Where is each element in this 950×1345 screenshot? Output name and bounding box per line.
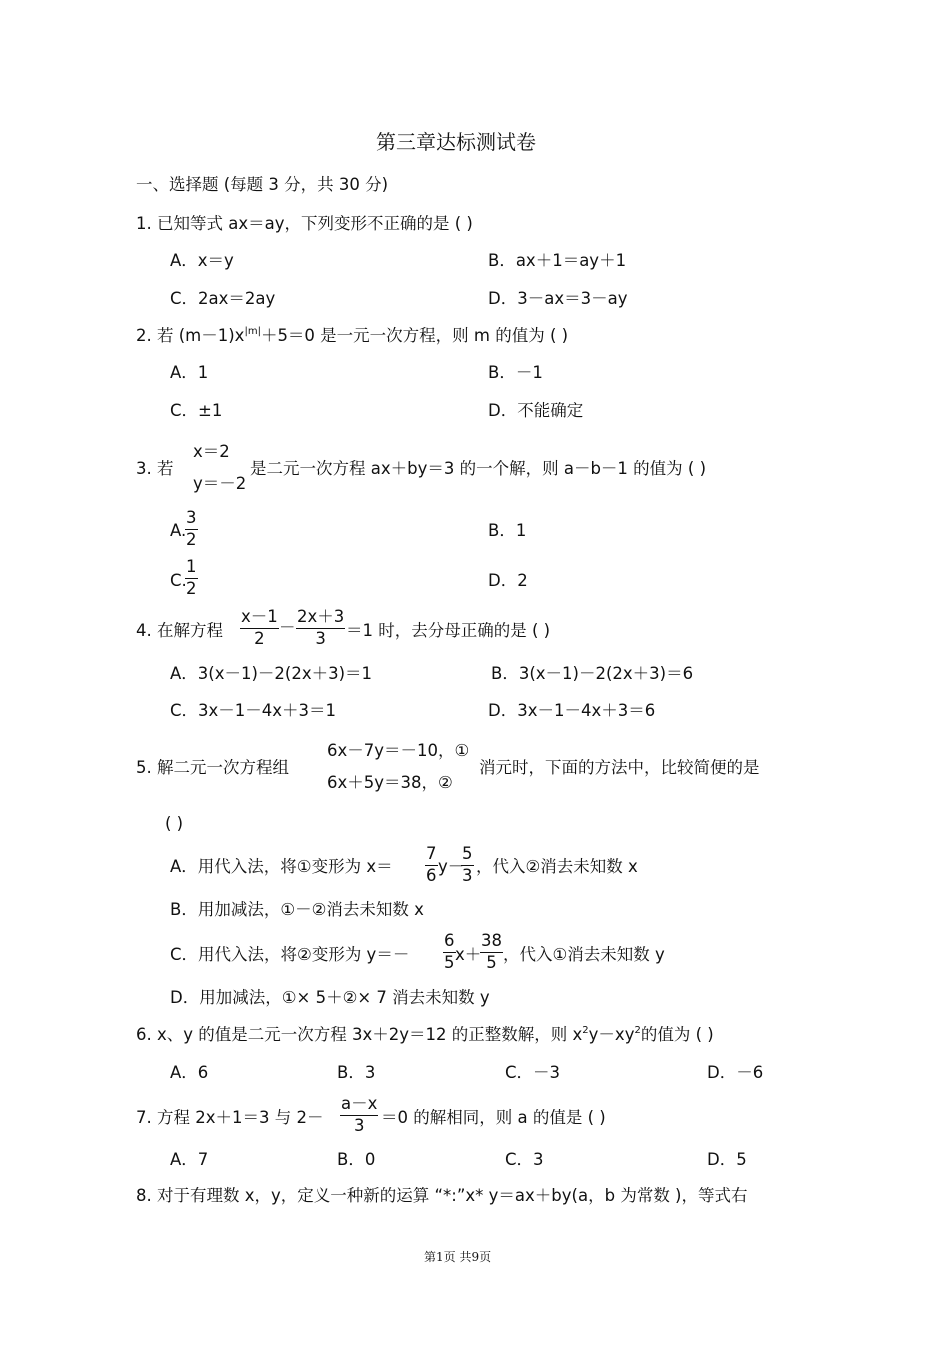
fraction-denominator: 5 bbox=[444, 952, 455, 972]
question-6-exponent-1: 2 bbox=[582, 1025, 589, 1036]
question-1-option-d: D．3－ax＝3－ay bbox=[488, 289, 628, 308]
question-3-option-a-fraction bbox=[185, 510, 198, 548]
question-4-option-a: A．3(x－1)－2(2x＋3)＝1 bbox=[170, 664, 373, 683]
question-2-option-a: A．1 bbox=[170, 363, 209, 382]
section-heading: 一、选择题 (每题 3 分，共 30 分) bbox=[136, 175, 389, 194]
page-title: 第三章达标测试卷 bbox=[376, 130, 536, 154]
question-6-post: 的值为 ( ) bbox=[640, 1025, 714, 1044]
question-6-exponent-2: 2 bbox=[634, 1025, 641, 1036]
fraction-denominator: 3 bbox=[462, 865, 473, 885]
question-7-option-b: B．0 bbox=[337, 1150, 376, 1169]
question-5-post: 消元时，下面的方法中，比较简便的是 bbox=[479, 758, 760, 777]
question-6-option-b: B．3 bbox=[337, 1063, 376, 1082]
question-6-option-c: C．－3 bbox=[505, 1063, 561, 1082]
question-4-option-b: B．3(x－1)－2(2x＋3)＝6 bbox=[491, 664, 694, 683]
fraction-denominator: 5 bbox=[486, 952, 497, 972]
question-3-option-c-fraction bbox=[185, 559, 198, 597]
fraction-denominator: 3 bbox=[353, 1115, 365, 1135]
question-2-option-d: D．不能确定 bbox=[488, 401, 584, 420]
question-2-option-b: B．－1 bbox=[488, 363, 543, 382]
question-4-pre: 4. 在解方程 bbox=[136, 621, 223, 640]
question-1-option-a: A．x＝y bbox=[170, 251, 234, 270]
question-5-pre: 5. 解二元一次方程组 bbox=[136, 758, 289, 777]
question-5-option-a-pre: A．用代入法，将①变形为 x＝ bbox=[170, 857, 393, 876]
question-6-stem bbox=[136, 1027, 714, 1044]
question-5-option-c-pre: C．用代入法，将②变形为 y＝－ bbox=[170, 945, 410, 964]
fraction-numerator: 5 bbox=[462, 844, 473, 863]
question-7-post: ＝0 的解相同，则 a 的值是 ( ) bbox=[381, 1108, 606, 1127]
question-4-post: ＝1 时，去分母正确的是 ( ) bbox=[346, 621, 551, 640]
question-4-fraction-1 bbox=[240, 609, 279, 647]
question-7-pre: 7. 方程 2x＋1＝3 与 2－ bbox=[136, 1108, 324, 1127]
fraction-denominator: 2 bbox=[186, 529, 197, 549]
question-6-pre: 6. x、y 的值是二元一次方程 3x＋2y＝12 的正整数解，则 x bbox=[136, 1025, 583, 1044]
fraction-numerator: 38 bbox=[481, 931, 502, 950]
fraction-numerator: 3 bbox=[186, 508, 197, 527]
question-1-option-c: C．2ax＝2ay bbox=[170, 289, 276, 308]
question-4-option-d: D．3x－1－4x＋3＝6 bbox=[488, 701, 656, 720]
fraction-numerator: 7 bbox=[426, 844, 437, 863]
fraction-numerator: 1 bbox=[186, 557, 197, 576]
question-7-option-d: D．5 bbox=[707, 1150, 747, 1169]
question-1-stem: 1. 已知等式 ax＝ay，下列变形不正确的是 ( ) bbox=[136, 214, 473, 233]
question-3-number: 3. 若 bbox=[136, 459, 174, 478]
fraction-denominator: 6 bbox=[426, 865, 437, 885]
question-2-pre: 2. 若 (m－1)x bbox=[136, 326, 245, 345]
question-3-system-line-1: x＝2 bbox=[193, 442, 230, 461]
question-3-post: 是二元一次方程 ax＋by＝3 的一个解，则 a－b－1 的值为 ( ) bbox=[250, 459, 707, 478]
question-2-option-c: C．±1 bbox=[170, 401, 223, 420]
question-3-system-line-2: y＝－2 bbox=[193, 474, 247, 493]
question-5-answer-paren: ( ) bbox=[165, 814, 184, 833]
question-8-stem: 8. 对于有理数 x，y，定义一种新的运算 “*:”x* y＝ax＋by(a，b 为常数 )，等式右 bbox=[136, 1186, 748, 1205]
question-5-system-line-2: 6x＋5y＝38，② bbox=[327, 773, 453, 792]
question-6-option-a: A．6 bbox=[170, 1063, 209, 1082]
question-3-option-c-label: C. bbox=[170, 571, 187, 590]
question-5-option-b: B．用加减法，①－②消去未知数 x bbox=[170, 900, 424, 919]
fraction-numerator: x－1 bbox=[241, 607, 278, 626]
fraction-denominator: 2 bbox=[186, 578, 197, 598]
question-4-option-c: C．3x－1－4x＋3＝1 bbox=[170, 701, 337, 720]
question-2-exponent: |m| bbox=[244, 326, 261, 337]
question-4-minus: － bbox=[279, 618, 296, 637]
question-5-system-line-1: 6x－7y＝－10，① bbox=[327, 741, 470, 760]
question-7-option-a: A．7 bbox=[170, 1150, 209, 1169]
question-3-option-d: D．2 bbox=[488, 571, 528, 590]
question-1-option-b: B．ax＋1＝ay＋1 bbox=[488, 251, 627, 270]
question-7-fraction bbox=[340, 1096, 378, 1134]
question-5-option-c-fraction-2 bbox=[480, 933, 503, 971]
question-3-option-a-label: A. bbox=[170, 521, 187, 540]
question-7-option-c: C．3 bbox=[505, 1150, 544, 1169]
fraction-numerator: a－x bbox=[341, 1094, 378, 1113]
question-6-mid: y－xy bbox=[588, 1025, 635, 1044]
fraction-numerator: 6 bbox=[444, 931, 455, 950]
question-5-option-a-post: ，代入②消去未知数 x bbox=[476, 857, 638, 876]
question-5-option-a-fraction-1 bbox=[425, 846, 438, 884]
question-2-stem bbox=[136, 328, 568, 345]
fraction-denominator: 3 bbox=[315, 628, 326, 648]
question-5-option-d: D．用加减法，①× 5＋②× 7 消去未知数 y bbox=[170, 988, 490, 1007]
question-5-option-a-fraction-2 bbox=[461, 846, 474, 884]
question-5-option-c-mid: x＋ bbox=[455, 945, 482, 964]
question-3-option-b: B．1 bbox=[488, 521, 527, 540]
fraction-numerator: 2x＋3 bbox=[297, 607, 345, 626]
question-5-option-a-mid: y－ bbox=[438, 857, 465, 876]
question-4-fraction-2 bbox=[296, 609, 345, 647]
page-footer: 第1页 共9页 bbox=[424, 1250, 492, 1264]
question-6-option-d: D．－6 bbox=[707, 1063, 764, 1082]
question-5-option-c-post: ，代入①消去未知数 y bbox=[503, 945, 665, 964]
question-2-post: ＋5＝0 是一元一次方程，则 m 的值为 ( ) bbox=[260, 326, 569, 345]
question-5-option-c-fraction-1 bbox=[443, 933, 456, 971]
fraction-denominator: 2 bbox=[254, 628, 265, 648]
